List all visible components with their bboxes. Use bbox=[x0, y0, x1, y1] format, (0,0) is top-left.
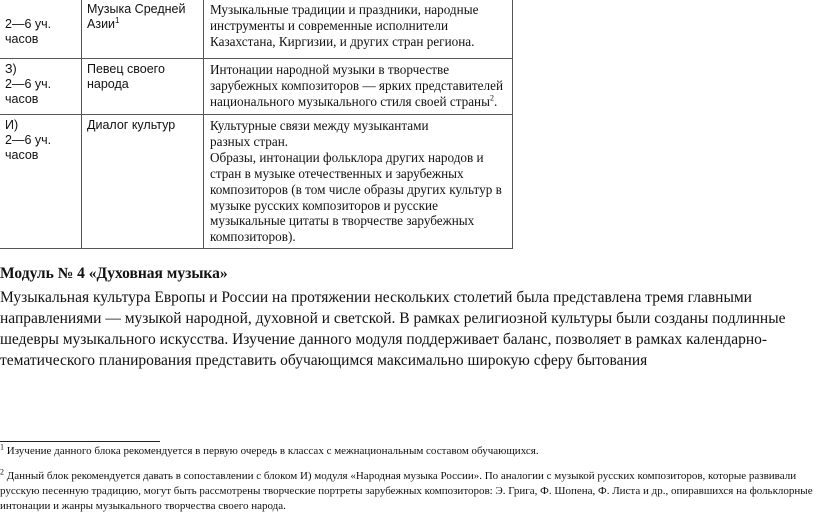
topic-cell bbox=[82, 59, 204, 115]
topic-cell bbox=[82, 115, 204, 249]
paragraph-line: направлениями — музыкой народной, духовной и светской. В рамках религиозной культуры были созданы подлинные bbox=[0, 310, 786, 327]
cell-line bbox=[210, 94, 508, 110]
cell-line: Интонации народной музыки в творчестве bbox=[210, 62, 450, 77]
cell-line-text: Азии bbox=[87, 17, 116, 31]
footnote-ref[interactable]: 1 bbox=[115, 15, 120, 25]
cell-line: Музыкальные традиции и праздники, народные bbox=[210, 2, 479, 17]
cell-line bbox=[87, 17, 199, 32]
cell-line: И) bbox=[5, 118, 19, 132]
cell-line: Диалог культур bbox=[87, 118, 176, 132]
cell-line-text: национального музыкального стиля своей страны bbox=[210, 93, 490, 109]
module-title: Модуль № 4 «Духовная музыка» bbox=[0, 265, 228, 282]
cell-line: Казахстана, Киргизии, и других стран региона. bbox=[210, 33, 475, 49]
table-row bbox=[0, 0, 513, 59]
footnote-2 bbox=[0, 469, 813, 514]
content-cell bbox=[204, 115, 513, 249]
footnote-1 bbox=[0, 444, 539, 459]
hours-cell bbox=[0, 115, 82, 249]
cell-line: Культурные связи между музыкантами bbox=[210, 118, 429, 133]
paragraph-line: шедевры музыкального искусства. Изучение данного модуля поддерживает баланс, позволяет в рамках календарно- bbox=[0, 331, 768, 348]
cell-line: Певец своего bbox=[87, 62, 165, 76]
cell-line: часов bbox=[5, 32, 39, 46]
hours-cell bbox=[0, 59, 82, 115]
footnote-text: Изучение данного блока рекомендуется в первую очередь в классах с межнациональным составом обучающихся. bbox=[6, 445, 539, 457]
curriculum-table bbox=[0, 0, 513, 249]
cell-line: 2—6 уч. bbox=[5, 133, 52, 147]
footnote-line: интонации и жанры музыкального творчества своего народа. bbox=[0, 500, 286, 512]
cell-line: З) bbox=[5, 62, 17, 76]
topic-cell bbox=[82, 0, 204, 59]
cell-line: музыке русских композиторов и русские bbox=[210, 197, 438, 213]
content-cell bbox=[204, 59, 513, 115]
cell-line: композиторов (в том числе образы других культур в bbox=[210, 181, 502, 197]
cell-line bbox=[5, 2, 77, 17]
cell-line: зарубежных композиторов — ярких представителей bbox=[210, 77, 504, 93]
cell-line: композиторов). bbox=[210, 229, 296, 245]
cell-line: разных стран. bbox=[210, 133, 289, 149]
footnote-line bbox=[0, 444, 539, 459]
footnote-text: Данный блок рекомендуется давать в сопоставлении с блоком И) модуля «Народная музыка России». По аналогии с музыкой русских композиторов, которые развивали bbox=[6, 470, 797, 482]
paragraph-line: тематического планирования представить обучающимся максимально широкую сферу бытования bbox=[0, 352, 648, 369]
footnote-mark: 2 bbox=[0, 467, 4, 477]
cell-line: 2—6 уч. bbox=[5, 77, 52, 91]
cell-line: народа bbox=[87, 77, 129, 91]
footnote-mark: 1 bbox=[0, 442, 4, 452]
table-row bbox=[0, 115, 513, 249]
cell-line: часов bbox=[5, 92, 39, 106]
cell-line: часов bbox=[5, 148, 39, 162]
paragraph-line: Музыкальная культура Европы и России на протяжении нескольких столетий была представлена тремя главными bbox=[0, 289, 752, 306]
footnote-line bbox=[0, 469, 813, 484]
footnote-separator bbox=[0, 441, 160, 442]
cell-line: Образы, интонации фольклора других народов и bbox=[210, 149, 484, 165]
cell-line: музыкальные цитаты в творчестве зарубежных bbox=[210, 213, 475, 229]
table-row bbox=[0, 59, 513, 115]
cell-line: инструменты и современные исполнители bbox=[210, 17, 449, 33]
cell-line-tail: . bbox=[493, 93, 498, 109]
cell-line: Музыка Средней bbox=[87, 2, 186, 16]
cell-line: 2—6 уч. bbox=[5, 17, 52, 31]
module-description bbox=[0, 287, 816, 371]
content-cell bbox=[204, 0, 513, 59]
cell-line: стран в музыке отечественных и зарубежных bbox=[210, 165, 464, 181]
footnote-line: русскую песенную традицию, могут быть рассмотрены творческие портреты зарубежных композиторов: Э. Грига, Ф. Шопена, Ф. Листа и др., опиравшихся на фольклорные bbox=[0, 485, 813, 497]
hours-cell bbox=[0, 0, 82, 59]
footnote-ref[interactable]: 2 bbox=[489, 93, 494, 103]
